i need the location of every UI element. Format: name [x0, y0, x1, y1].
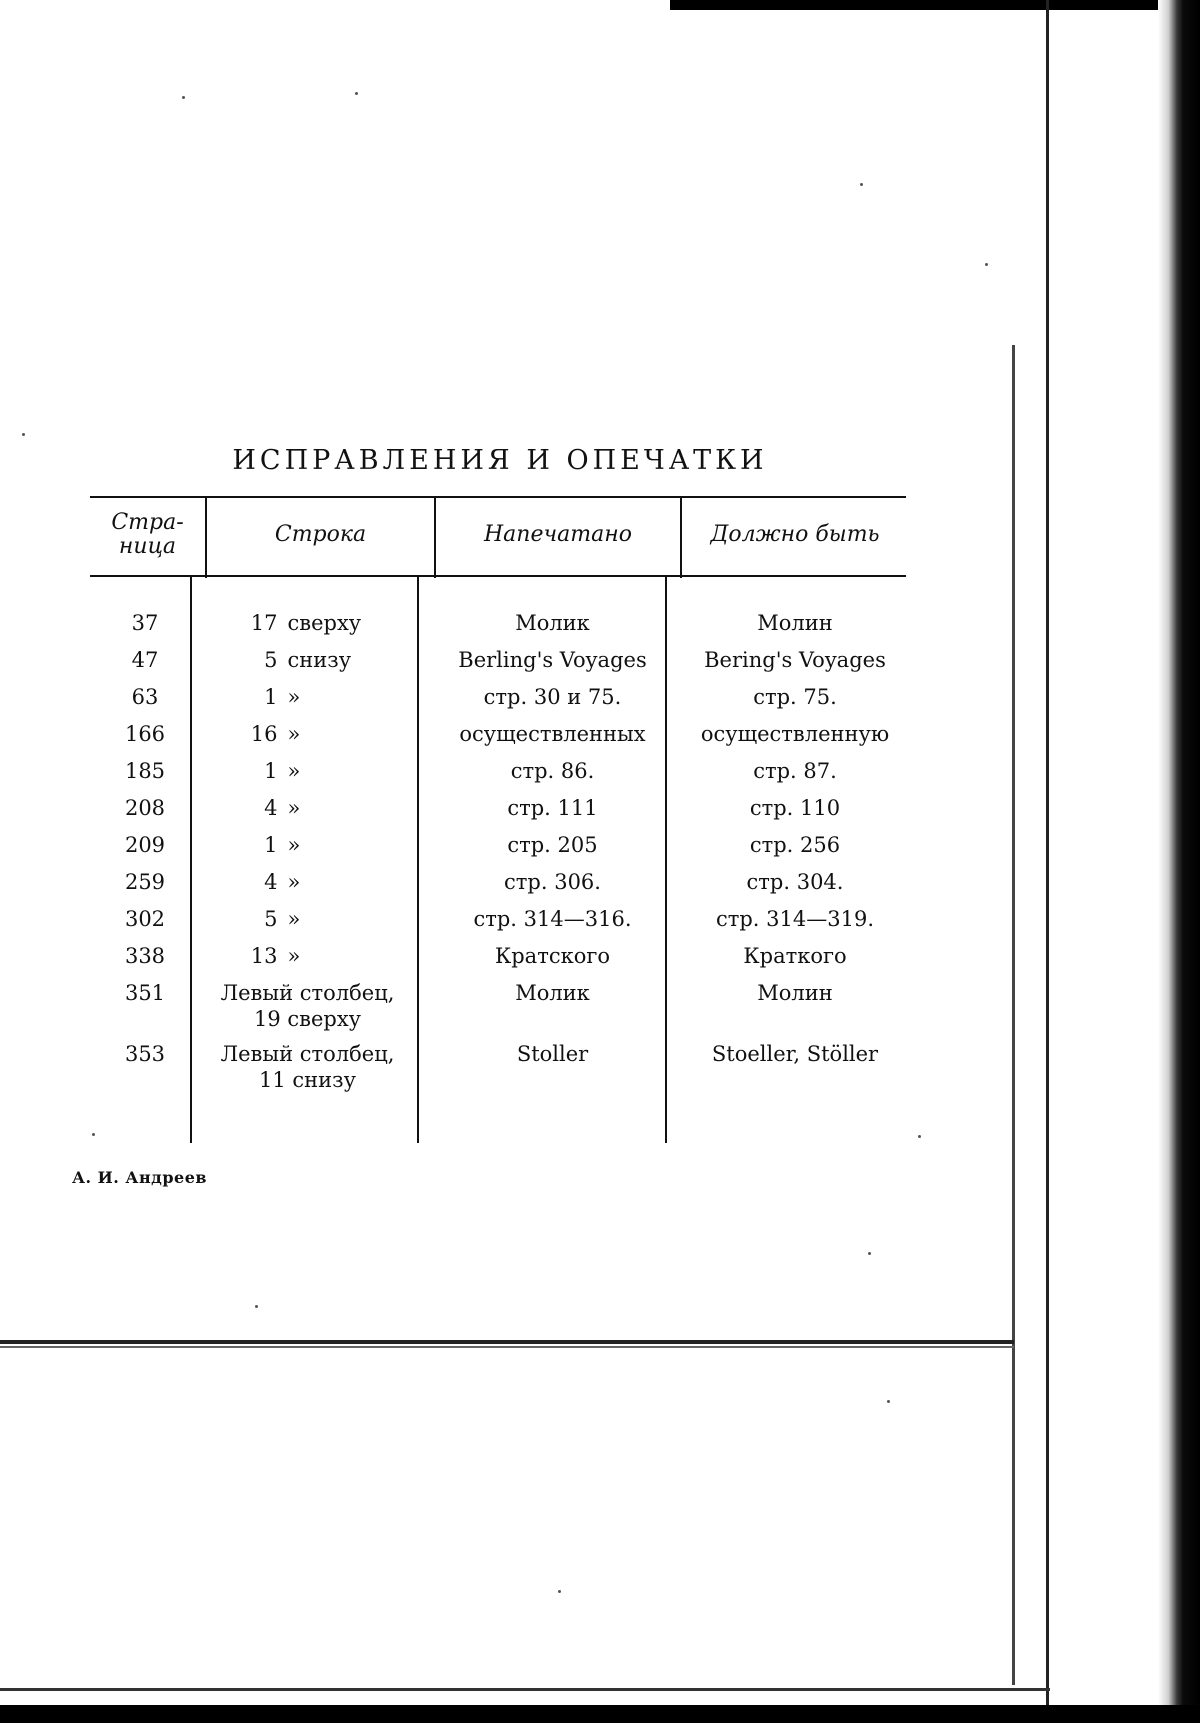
- cell-page: 166: [124, 722, 166, 746]
- line-text: »: [287, 944, 301, 968]
- cell-should-be: стр. 75.: [753, 685, 837, 709]
- line-number: 4: [264, 870, 278, 894]
- cell-printed: Berling's Voyages: [458, 648, 647, 672]
- table-row: [90, 721, 910, 758]
- cell-should-be: Краткого: [743, 944, 847, 968]
- line-number: 17: [250, 611, 278, 635]
- cell-should-be: стр. 256: [749, 833, 841, 857]
- page-title: ИСПРАВЛЕНИЯ И ОПЕЧАТКИ: [232, 445, 768, 476]
- line-text: »: [287, 833, 301, 857]
- cell-page: 185: [124, 759, 166, 783]
- cell-printed: Молик: [515, 611, 590, 635]
- cell-line: [205, 906, 410, 932]
- cell-printed: стр. 205: [507, 833, 598, 857]
- cell-printed: стр. 111: [507, 796, 598, 820]
- cell-printed: Молик: [515, 981, 590, 1005]
- line-number: 5: [264, 648, 278, 672]
- page-edge-bottom-shadow: [0, 1346, 1014, 1348]
- header-page: Стра- ница: [111, 510, 184, 559]
- line-number: 1: [264, 759, 278, 783]
- scan-speck: [182, 96, 185, 99]
- line-text: »: [287, 870, 301, 894]
- line-number: 16: [250, 722, 278, 746]
- scan-edge-top: [670, 0, 1200, 10]
- table-row: [90, 906, 910, 943]
- cell-line: Левый столбец, 19 сверху: [220, 981, 395, 1031]
- author-signature: А. И. Андреев: [72, 1168, 207, 1187]
- table-top-rule: [90, 496, 906, 498]
- table-row: [90, 795, 910, 832]
- table-row: [90, 980, 910, 1041]
- table-row: [90, 647, 910, 684]
- scan-speck: [558, 1590, 561, 1593]
- scan-speck: [22, 433, 25, 436]
- line-number: 1: [264, 833, 278, 857]
- cell-page: 302: [124, 907, 166, 931]
- cell-line: [205, 610, 410, 636]
- line-number: 1: [264, 685, 278, 709]
- cell-should-be: осуществленную: [700, 722, 890, 746]
- cell-printed: стр. 314—316.: [473, 907, 632, 931]
- line-number: 4: [264, 796, 278, 820]
- cell-printed: стр. 306.: [504, 870, 601, 894]
- cell-page: 208: [124, 796, 166, 820]
- scan-speck: [860, 183, 863, 186]
- cell-line: [205, 869, 410, 895]
- line-text: »: [287, 907, 301, 931]
- cell-line: [205, 795, 410, 821]
- scan-speck: [255, 1305, 258, 1308]
- page-edge-inner: [1012, 345, 1015, 1685]
- line-text: сверху: [287, 611, 362, 635]
- cell-should-be: Stoeller, Stöller: [711, 1042, 879, 1066]
- table-row: [90, 758, 910, 795]
- scan-edge-bottom: [0, 1705, 1200, 1723]
- scan-speck: [355, 92, 358, 95]
- header-line: Строка: [274, 522, 367, 547]
- line-number: 5: [264, 907, 278, 931]
- cell-should-be: стр. 314—319.: [715, 907, 874, 931]
- cell-line: [205, 758, 410, 784]
- line-text: »: [287, 685, 301, 709]
- line-number: 13: [250, 944, 278, 968]
- scan-speck: [92, 1133, 95, 1136]
- page-edge-right: [1046, 0, 1049, 1705]
- cell-should-be: стр. 110: [749, 796, 841, 820]
- cell-page: 351: [124, 981, 166, 1005]
- scan-speck: [918, 1135, 921, 1138]
- line-text: снизу: [287, 648, 352, 672]
- line-text: »: [287, 722, 301, 746]
- line-text: »: [287, 796, 301, 820]
- cell-line: [205, 943, 410, 969]
- cell-line: [205, 684, 410, 710]
- page-edge-lower: [0, 1688, 1050, 1691]
- cell-page: 47: [131, 648, 159, 672]
- cell-page: 37: [131, 611, 159, 635]
- scan-speck: [985, 263, 988, 266]
- table-row: [90, 684, 910, 721]
- cell-line: Левый столбец, 11 снизу: [220, 1042, 395, 1092]
- cell-page: 259: [124, 870, 166, 894]
- cell-printed: Кратского: [494, 944, 610, 968]
- cell-should-be: Молин: [757, 981, 833, 1005]
- scan-speck: [868, 1252, 871, 1255]
- line-text: »: [287, 759, 301, 783]
- table-header-rule: [90, 575, 906, 577]
- table-row: [90, 869, 910, 906]
- header-should-be: Должно быть: [710, 522, 880, 547]
- cell-should-be: стр. 87.: [753, 759, 837, 783]
- errata-table-body: [90, 610, 910, 1102]
- table-row: [90, 943, 910, 980]
- table-row: [90, 610, 910, 647]
- cell-line: [205, 721, 410, 747]
- cell-printed: Stoller: [516, 1042, 589, 1066]
- header-printed: Напечатано: [483, 522, 632, 547]
- cell-line: [205, 647, 410, 673]
- cell-printed: стр. 86.: [510, 759, 595, 783]
- cell-page: 209: [124, 833, 166, 857]
- table-row: [90, 1041, 910, 1102]
- cell-printed: осуществленных: [459, 722, 646, 746]
- scan-edge-right: [1158, 0, 1200, 1723]
- cell-line: [205, 832, 410, 858]
- page-edge-bottom: [0, 1340, 1014, 1344]
- cell-page: 338: [124, 944, 166, 968]
- cell-page: 353: [124, 1042, 166, 1066]
- cell-printed: стр. 30 и 75.: [483, 685, 622, 709]
- cell-should-be: Молин: [757, 611, 833, 635]
- cell-should-be: стр. 304.: [746, 870, 844, 894]
- cell-page: 63: [131, 685, 159, 709]
- scan-speck: [887, 1400, 890, 1403]
- table-row: [90, 832, 910, 869]
- cell-should-be: Bering's Voyages: [704, 648, 886, 672]
